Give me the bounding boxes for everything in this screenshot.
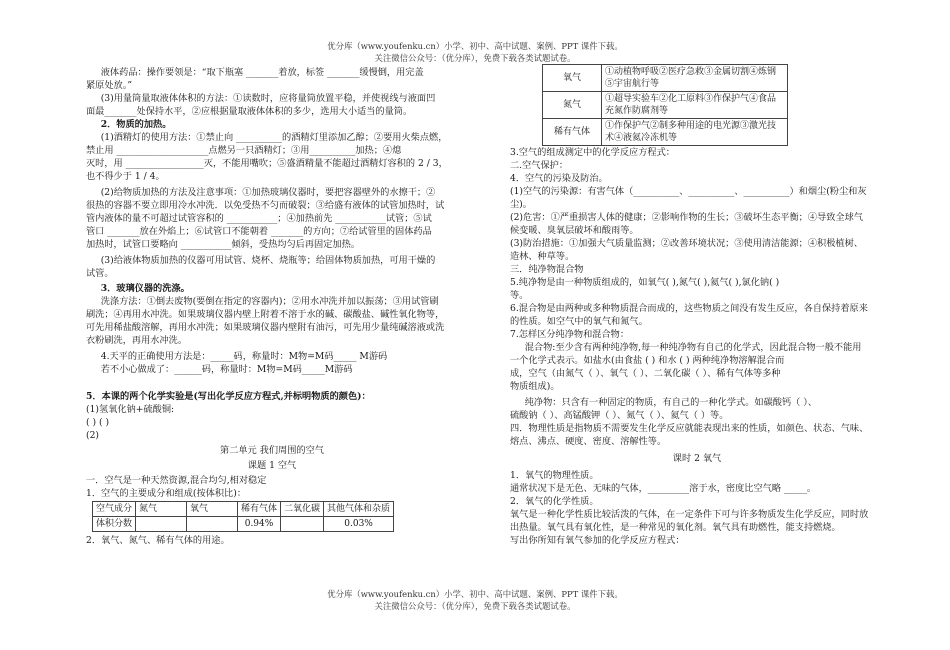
text-line: 2．氧气、氮气、稀有气体的用途。 (86, 535, 230, 546)
air-composition-table (92, 501, 394, 532)
text-line: 7.怎样区分纯净物和混合物： (510, 329, 630, 340)
table-header: 稀有气体 (238, 502, 281, 517)
text-line: 4.天平的正确使用方法是：_____码，称量时：M物=M码_____ M游码 (100, 351, 388, 362)
table-header: 氮气 (136, 502, 187, 517)
text-line: 物质组成)。 (510, 381, 560, 392)
table-header: 空气成分 (93, 502, 136, 517)
text-line: 三．纯净物混合物 (510, 264, 584, 275)
text-line: (1)氢氧化钠+硫酸铜: (86, 404, 175, 415)
section-heading: 2．物质的加热。 (100, 119, 172, 130)
text-line: 液体药品：操作要领是：“取下瓶塞 _______着放，标签 _______缓慢倒，用完盖 (100, 67, 424, 78)
text-line: 通常状况下是无色、无味的气体，_________溶于水，密度比空气略 _____。 (510, 483, 817, 494)
text-line: 管口 _______放在外焰上；⑥试管口不能朝着 _______的方向；⑦给试管里的固体药品 (86, 226, 432, 237)
text-line: 成，空气（由氮气（ ）、氧气（ ）、二氧化碳（ ）、稀有气体等多种 (510, 368, 781, 379)
table-cell (136, 517, 187, 532)
table-cell: 氮气 (543, 92, 602, 119)
text-line: 等。 (510, 290, 529, 301)
text-line: 灭时，用 _________________灭，不能用嘴吹；⑤盛酒精量不能超过酒精灯容积的 2 / 3， (86, 158, 448, 169)
table-cell: 0.03% (324, 517, 394, 532)
text-line: 1．氧气的物理性质。 (510, 470, 599, 481)
page-footer-line1: 优分库（www.youfenku.cn）小学、初中、高中试题、案例、PPT 课件下载。 (327, 589, 623, 599)
text-line: 刷洗；④再用水冲洗。如果玻璃仪器内壁上附着不溶于水的碱、碳酸盐、碱性氧化物等， (86, 309, 445, 320)
table-cell (187, 517, 238, 532)
text-line: 写出你所知有氧气参加的化学反应方程式： (510, 535, 685, 546)
text-line: 很热的容器不要立即用冷水冲洗．以免受热不匀而破裂；③给盛有液体的试管加热时，试 (86, 200, 445, 211)
table-row (543, 92, 788, 119)
page-header-line2: 关注微信公众号：（优分库），免费下载各类试题试卷。 (374, 53, 576, 63)
text-line: 候变暖、臭氧层破坏和酸雨等。 (510, 225, 639, 236)
text-line: 混合物:至少含有两种纯净物,每一种纯净物有自己的化学式，因此混合物一般不能用 (524, 342, 862, 353)
text-line: 3.空气的组成测定中的化学反应方程式： (510, 147, 675, 158)
text-line: 衣粉刷洗，再用水冲洗。 (86, 335, 188, 346)
page-footer-line2: 关注微信公众号：（优分库），免费下载各类试题试卷。 (374, 601, 576, 611)
text-line: (2)危害：①严重损害人体的健康；②影响作物的生长；③破坏生态平衡；④导致全球气 (510, 212, 863, 223)
text-line: 禁止用 ____________________点燃另一只酒精灯；③用__________加热；④熄 (86, 145, 402, 156)
text-line: 4．空气的污染及防治。 (510, 173, 608, 184)
table-cell: 稀有气体 (543, 119, 602, 146)
text-line: (2) (86, 430, 100, 441)
text-line: (3)给液体物质加热的仪器可用试管、烧杯、烧瓶等；给固体物质加热，可用干燥的 (100, 255, 436, 266)
text-line: 一．空气是一种天然资源,混合均匀,相对稳定 (86, 475, 267, 486)
text-line: 硫酸钠（ ）、高锰酸钾（ ）、氮气（ ）、氦气（ ）等。 (510, 410, 729, 421)
text-line: 洗涤方法：①倒去废物(要倒在指定的容器内)；②用水冲洗并加以振荡；③用试管刷 (100, 296, 439, 307)
page-header-line1: 优分库（www.youfenku.cn）小学、初中、高中试题、案例、PPT 课件下载。 (327, 41, 623, 51)
text-line: 2．氧气的化学性质。 (510, 496, 599, 507)
text-line: 造林、种草等。 (510, 251, 575, 262)
table-header: 其他气体和杂质 (324, 502, 394, 517)
table-cell (281, 517, 324, 532)
right-column (510, 64, 884, 547)
text-line: 纯净物：只含有一种固定的物质，有自己的一种化学式。如碳酸钙（ ）、 (524, 397, 818, 408)
section-heading: 3．玻璃仪器的洗涤。 (100, 283, 190, 294)
gas-uses-table (542, 64, 788, 146)
table-cell: ①动植物呼吸②医疗急救③金属切割④炼钢⑤宇宙航行等 (602, 65, 788, 92)
text-line: 紧原处放。” (86, 80, 133, 91)
table-cell: 体积分数 (93, 517, 136, 532)
text-line: (1)酒精灯的使用方法：①禁止向 __________的酒精灯里添加乙醇；②要用火柴点燃， (100, 132, 448, 143)
table-cell: 氧气 (543, 65, 602, 92)
text-line: 试管。 (86, 268, 114, 279)
text-line: 管内液体的量不可超过试管容积的 ___________；④加热前先 ___________试管；⑤试 (86, 213, 432, 224)
text-line: (3)用量筒量取液体体积的方法：①读数时，应将量筒放置平稳，并使视线与液面凹 (100, 93, 436, 104)
text-line: 熔点、沸点、硬度、密度、溶解性等。 (510, 436, 667, 447)
table-header: 二氧化碳 (281, 502, 324, 517)
table-cell: ①超导实验车②化工原料③作保护气④食品充氮作防腐剂等 (602, 92, 788, 119)
text-line: 一个化学式表示。如盐水(由食盐 ( ) 和水 ( ) 两种纯净物溶解混合而 (510, 355, 785, 366)
lesson-title: 课时 2 氧气 (672, 453, 722, 464)
text-line: 出热量。氧气具有氧化性，是一种常见的氧化剂。氧气具有助燃性，能支持燃烧。 (510, 522, 841, 533)
text-line: 可先用稀盐酸溶解，再用水冲洗；如果玻璃仪器内壁附有油污，可先用少量纯碱溶液或洗 (86, 322, 445, 333)
unit-title: 第二单元 我们周围的空气 (220, 445, 324, 456)
text-line: 5.纯净物是由一种物质组成的，如氧气( ),氮气( ),氦气( ),氯化钠( ) (510, 277, 780, 288)
table-row (543, 119, 788, 146)
table-cell: 0.94% (238, 517, 281, 532)
table-row (543, 65, 788, 92)
text-line: 四．物理性质是指物质不需要发生化学反应就能表现出来的性质，如颜色、状态、气味、 (510, 423, 869, 434)
text-line: 二.空气保护： (510, 160, 569, 171)
left-column (86, 66, 458, 547)
text-line: 1．空气的主要成分和组成(按体积比)： (86, 488, 247, 499)
text-line: 也不得少于 1 / 4。 (86, 171, 165, 182)
text-line: 加热时，试管口要略向 ___________倾斜，受热均匀后再固定加热。 (86, 239, 360, 250)
table-cell: ①作保护气②制多种用途的电光源③激光技术④液氦冷冻机等 (602, 119, 788, 146)
table-header: 氧气 (187, 502, 238, 517)
text-line: (3)防治措施：①加强大气质量监测；②改善环境状况；③使用清洁能源；④积极植树、 (510, 238, 863, 249)
text-line: (1)空气的污染源：有害气体（__________、__________、__________）和烟尘(粉尘和灰尘)。 (510, 186, 867, 210)
text-line: 若不小心做成了：______码，称量时：M物=M码_____M游码 (100, 364, 353, 375)
text-line: 氧气是一种化学性质比较活泼的气体，在一定条件下可与许多物质发生化学反应，同时放 (510, 509, 869, 520)
text-line: 的性质。如空气中的氧气和氮气。 (510, 316, 648, 327)
text-line: ( ) ( ) (86, 417, 110, 428)
lesson-title: 课题 1 空气 (247, 460, 297, 471)
text-line: 6.混合物是由两种或多种物质混合而成的，这些物质之间没有发生反应，各自保持着原来 (510, 303, 868, 314)
text-line: 面最_______处保持水平，②应根据量取液体体积的多少，选用大小适当的量筒。 (86, 106, 413, 117)
text-line: (2)给物质加热的方法及注意事项：①加热玻璃仪器时，要把容器壁外的水擦干；② (100, 187, 436, 198)
text-line: 5．本课的两个化学实验是(写出化学反应方程式,并标明物质的颜色)： (86, 391, 371, 402)
